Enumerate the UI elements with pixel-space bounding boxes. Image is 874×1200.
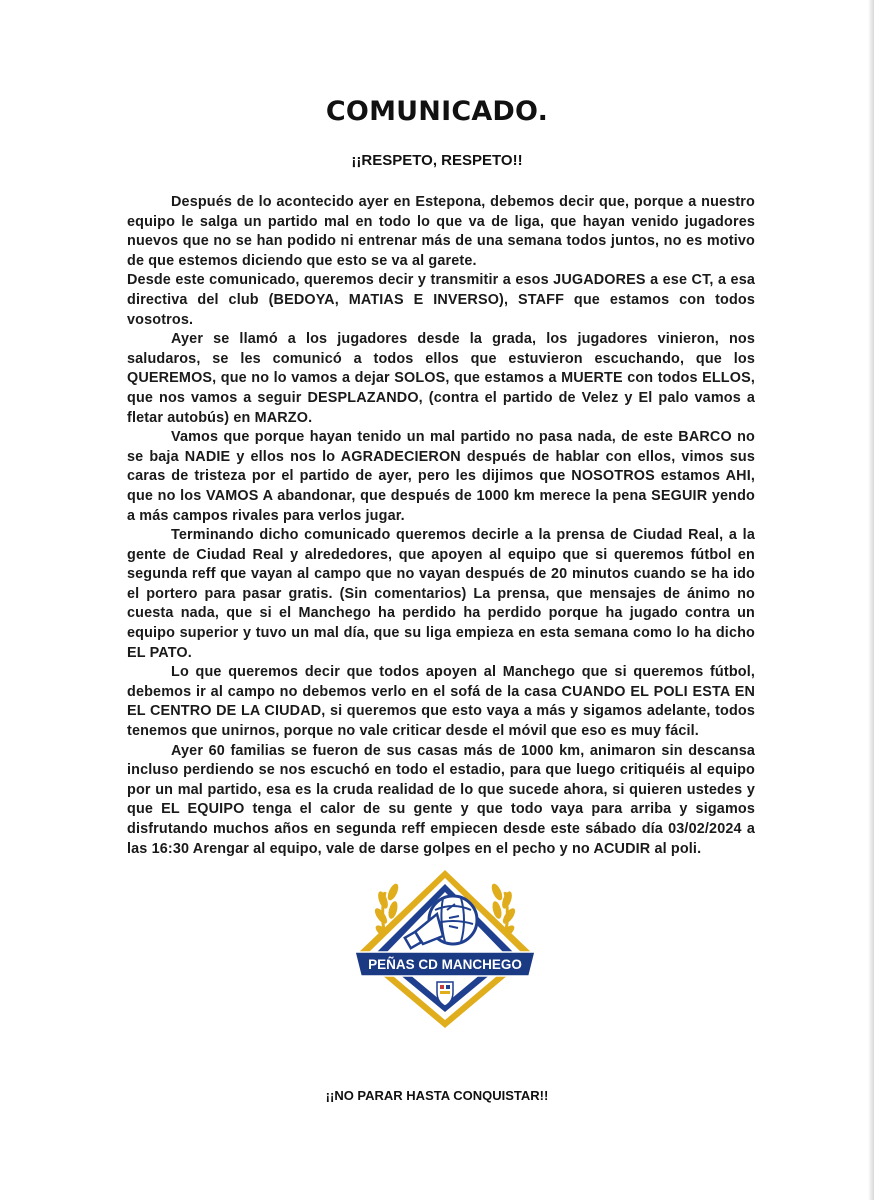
document-motto: ¡¡NO PARAR HASTA CONQUISTAR!! bbox=[325, 1088, 549, 1103]
paragraph-1: Después de lo acontecido ayer en Estepona, debemos decir que, porque a nuestro equipo le salga un partido mal en todo lo que va de liga, que hayan venido jugadores nuevos que no se han podido ni entrenar más de una semana todos juntos, no es motivo de que estemos diciendo que esto se va al garete. bbox=[127, 194, 755, 269]
club-crest-icon bbox=[437, 982, 453, 1006]
document-title: COMUNICADO. bbox=[325, 96, 549, 127]
document-subtitle: ¡¡RESPETO, RESPETO!! bbox=[351, 152, 523, 169]
penas-cd-manchego-logo bbox=[345, 862, 545, 1032]
logo-banner bbox=[355, 952, 535, 976]
page-edge-shadow bbox=[868, 0, 874, 1200]
paragraph-3: Ayer se llamó a los jugadores desde la grada, los jugadores vinieron, nos saludaros, se les comunicó a todos ellos que estuvieron escuchando, que los QUEREMOS, que no lo vamos a dejar SOLOS, que estamos a MUERTE con todos ELLOS, que nos vamos a seguir DESPLAZANDO, (contra el partido de Velez y El palo vamos a fletar autobús) en MARZO. bbox=[127, 331, 755, 426]
logo-banner-text: PEÑAS CD MANCHEGO bbox=[368, 957, 522, 972]
document-body bbox=[127, 193, 755, 859]
paragraph-4: Vamos que porque hayan tenido un mal partido no pasa nada, de este BARCO no se baja NADIE y ellos nos lo AGRADECIERON después de hablar con ellos, vimos sus caras de tristeza por el partido de ayer, pero les dijimos que NOSOTROS estamos AHI, que no los VAMOS A abandonar, que después de 1000 km merece la pena SEGUIR yendo a más campos rivales para verlos jugar. bbox=[127, 429, 755, 524]
paragraph-2: Desde este comunicado, queremos decir y transmitir a esos JUGADORES a ese CT, a esa directiva del club (BEDOYA, MATIAS E INVERSO), STAFF que estamos con todos vosotros. bbox=[127, 272, 755, 328]
paragraph-5: Terminando dicho comunicado queremos decirle a la prensa de Ciudad Real, a la gente de Ciudad Real y alrededores, que apoyen al equipo que si queremos fútbol en segunda reff que vayan al campo que no vayan después de 20 minutos cuando se ha ido el portero para pasar gratis. (Sin comentarios) La prensa, que mensajes de ánimo no cuesta nada, que si el Manchego ha perdido ha perdido porque ha jugado contra un equipo superior y tuvo un mal día, que su liga empieza en esta semana como lo ha dicho EL PATO. bbox=[127, 527, 755, 661]
paragraph-7: Ayer 60 familias se fueron de sus casas más de 1000 km, animaron sin descansa incluso perdiendo se nos escuchó en todo el estadio, para que luego critiquéis al equipo por un mal partido, esa es la cruda realidad de lo que sucede ahora, si quieren ustedes y que EL EQUIPO tenga el calor de su gente y que todo vaya para arriba y sigamos disfrutando muchos años en segunda reff empiecen desde este sábado día 03/02/2024 a las 16:30 Arengar al equipo, vale de darse golpes en el pecho y no ACUDIR al poli. bbox=[127, 742, 755, 857]
paragraph-6: Lo que queremos decir que todos apoyen al Manchego que si queremos fútbol, debemos ir al campo no debemos verlo en el sofá de la casa CUANDO EL POLI ESTA EN EL CENTRO DE LA CIUDAD, si queremos que esto vaya a más y sigamos adelante, todos tenemos que unirnos, porque no vale criticar desde el móvil que eso es muy fácil. bbox=[127, 664, 755, 740]
